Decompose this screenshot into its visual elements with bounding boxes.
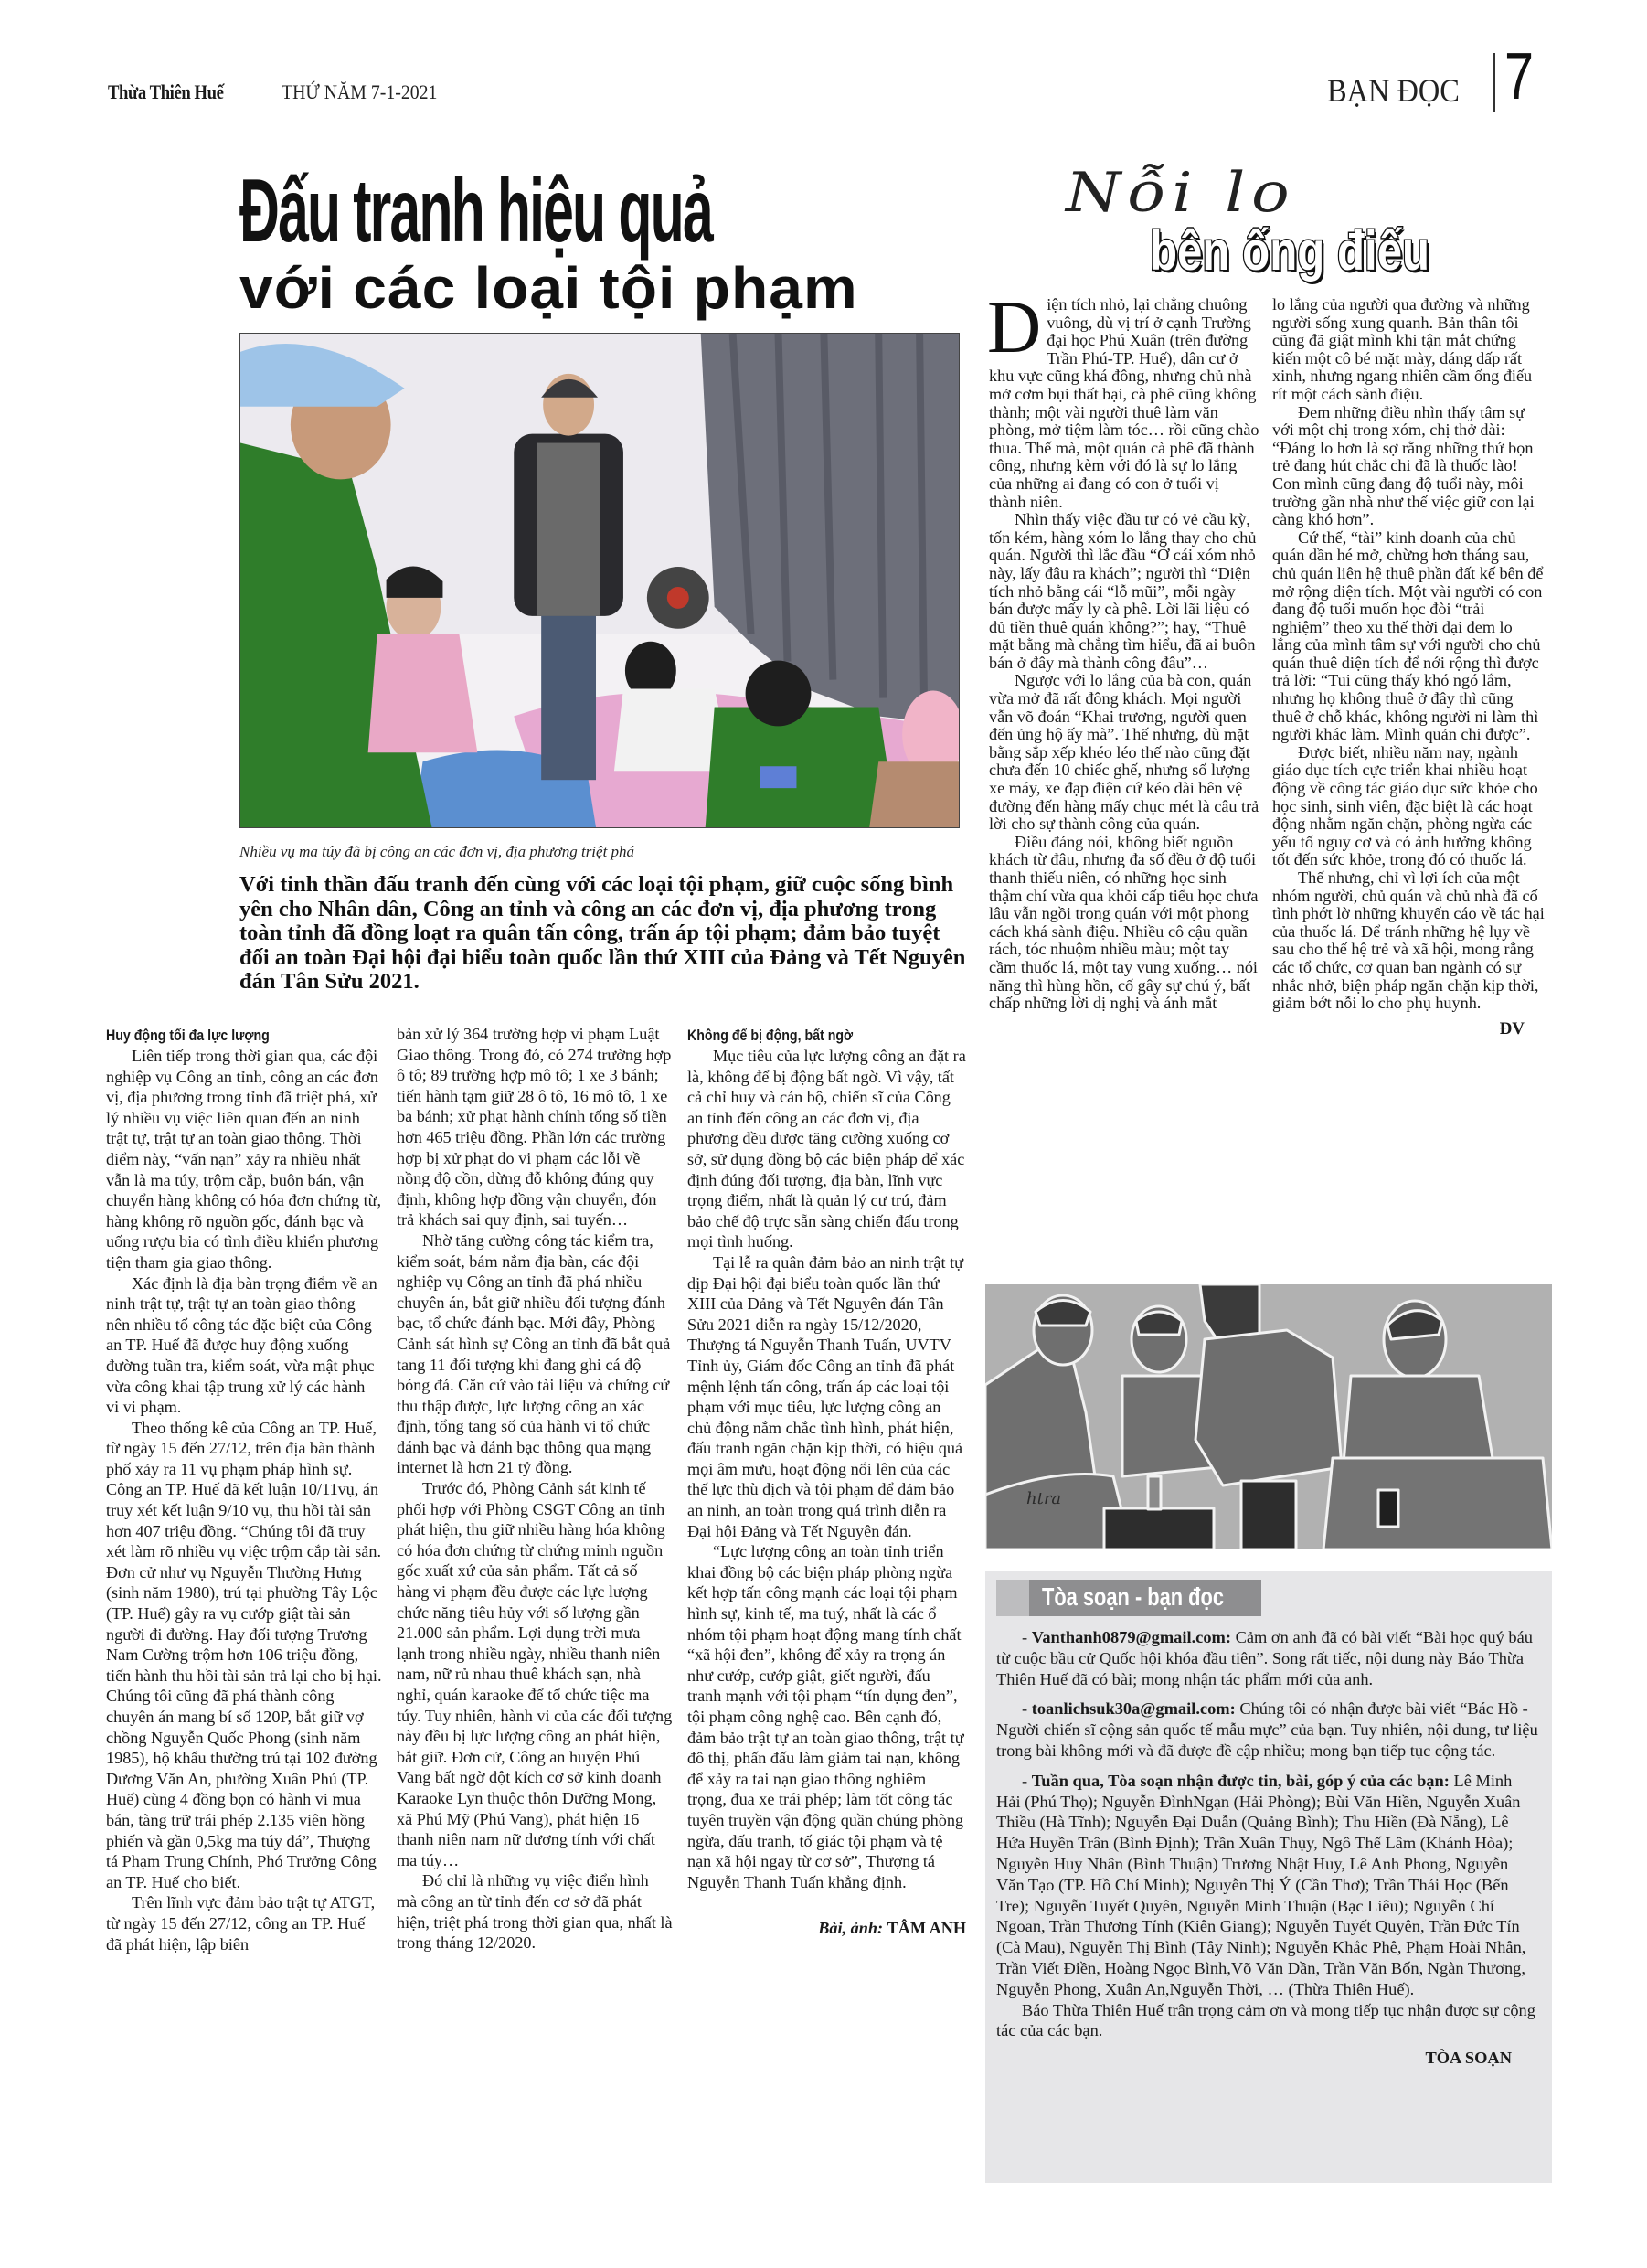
paragraph: Ngược với lo lắng của bà con, quán vừa mở đã rất đông khách. Mọi người vẫn võ đoán “Khai trương, người quen đến ủng hộ ấy mà”. Thế nhưng, dù mặt bằng sắp xếp khéo léo thế nào cũng đặt chưa đến 10 chiếc ghế, nhưng số lượng xe máy, xe đạp điện cứ kéo dài bên vệ đường đến hàng mấy chục mét là câu trả lời cho sự thành công của quán.	[989, 671, 1259, 834]
paragraph: Tại lễ ra quân đảm bảo an ninh trật tự dịp Đại hội đại biểu toàn quốc lần thứ XIII của Đảng và Tết Nguyên đán Tân Sửu 2021 diễn ra ngày 15/12/2020, Thượng tá Nguyễn Thanh Tuấn, UVTV Tỉnh ủy, Giám đốc Công an tỉnh đã phát mệnh lệnh tấn công, trấn áp các loại tội phạm với mục tiêu, lực lượng công an chủ động nắm chắc tình hình, phát hiện, đấu tranh ngăn chặn kịp thời, có hiệu quả mọi âm mưu, hoạt động nổi lên của các thế lực thù địch và tội phạm để đảm bảo an ninh, an toàn trong quá trình diễn ra Đại hội Đảng và Tết Nguyên đán.	[687, 1252, 963, 1540]
paragraph: Thế nhưng, chỉ vì lợi ích của một nhóm người, chủ quán và chủ nhà đã cố tình phớt lờ những khuyến cáo về tác hại của thuốc lá. Để tránh những hệ lụy về sau cho thế hệ trẻ và xã hội, mong rằng các tổ chức, cơ quan ban ngành có sự nhắc nhở, biện pháp ngăn chặn kịp thời, giảm bớt nỗi lo cho phụ huynh.	[1272, 868, 1545, 1013]
reader-box	[985, 1571, 1552, 2183]
paragraph: Liên tiếp trong thời gian qua, các đội nghiệp vụ Công an tỉnh, công an các đơn vị, địa phương trong tỉnh đã triệt phá, xử lý nhiều vụ việc liên quan đến an ninh trật tự, trật tự an toàn giao thông. Thời điểm này, “vấn nạn” xảy ra nhiều nhất vẫn là ma túy, trộm cắp, buôn bán, vận chuyển hàng không có hóa đơn chứng từ, hàng không rõ nguồn gốc, đánh bạc và uống rượu bia có tình điều khiển phương tiện tham gia giao thông.	[106, 1047, 382, 1272]
paragraph: Xác định là địa bàn trọng điểm về an ninh trật tự, trật tự an toàn giao thông nên nhiều tổ công tác đặc biệt của Công an TP. Huế đã được huy động xuống đường tuần tra, kiểm soát, vừa mật phục vừa công khai tập trung xử lý các hành vi vi phạm.	[106, 1273, 377, 1417]
illustration-table	[1104, 1508, 1214, 1549]
article-column-2	[397, 1024, 673, 1954]
paragraph: Theo thống kê của Công an TP. Huế, từ ngày 15 đến 27/12, trên địa bàn thành phố xảy ra 11 vụ phạm pháp hình sự. Công an TP. Huế đã kết luận 10/11vụ, án truy xét kết luận 9/10 vụ, thu hồi tài sản hơn 407 triệu đồng. “Chúng tôi đã truy xét làm rõ nhiều vụ việc trộm cắp tài sản. Đơn cử như vụ Nguyễn Thường Hưng (sinh năm 1980), trú tại phường Tây Lộc (TP. Huế) gây ra vụ cướp giật tài sản người đi đường. Hay đối tượng Trương Nam Cường trộm hơn 106 triệu đồng, tiến hành thu hồi tài sản trả lại cho bị hại. Chúng tôi cũng đã phá thành công chuyên án mang bí số 120P, bắt giữ vợ chồng Nguyễn Quốc Phong (sinh năm 1985), hộ khẩu thường trú tại 102 đường Dương Văn An, phường Xuân Phú (TP. Huế) cùng 4 đồng bọn có hành vi mua bán, tàng trữ trái phép 2.135 viên hồng phiến và gần 0,5kg ma túy đá”, Thượng tá Phạm Trung Chính, Phó Trưởng Công an TP. Huế cho biết.	[106, 1418, 382, 1891]
contributors-intro: Tuần qua, Tòa soạn nhận được tin, bài, góp ý của các bạn:	[1031, 1771, 1450, 1790]
section-name: BẠN ĐỌC	[1327, 72, 1460, 109]
paragraph: Được biết, nhiều năm nay, ngành giáo dục tích cực triển khai nhiều hoạt động về công tác giáo dục sức khỏe cho học sinh, sinh viên, đặc biệt là các hoạt động nhằm ngăn chặn, phòng ngừa các yếu tố nguy cơ và có ảnh hưởng không tốt đến sức khỏe, trong đó có thuốc lá.	[1272, 742, 1538, 869]
article-column-1	[106, 1026, 382, 1954]
paragraph: Cứ thế, “tài” kinh doanh của chủ quán dần hé mở, chừng hơn tháng sau, chủ quán liên hệ thuê phần đất kế bên để mở rộng diện tích. Một vài người có con đang độ tuổi muốn học đòi “trải nghiệm” theo xu thế thời đại đem lo lắng của mình tâm sự với người cho chủ quán thuê diện tích để nới rộng thì được trả lời: “Tui cũng thấy khó ngó lắm, nhưng họ không thuê ở đây thì cũng thuê ở chỗ khác, không người ni làm thì người khác làm. Mình quản chi được”.	[1272, 527, 1544, 744]
side-column-1	[987, 285, 1259, 1013]
reader-email: toanlichsuk30a@gmail.com:	[1031, 1699, 1236, 1719]
page-number: 7	[1504, 40, 1535, 113]
reader-box-signature: TÒA SOẠN	[1425, 2049, 1512, 2068]
photo-fan-hub	[667, 587, 689, 609]
byline-author: TÂM ANH	[887, 1919, 966, 1938]
paragraph: bản xử lý 364 trường hợp vi phạm Luật Giao thông. Trong đó, có 274 trường hợp ô tô; 89 trường hợp mô tô; 1 xe 3 bánh; tiến hành tạm giữ 28 ô tô, 16 mô tô, 1 xe ba bánh; xử phạt hành chính tổng số tiền hơn 465 triệu đồng. Phần lớn các trường hợp bị xử phạt do vi phạm các lỗi về nồng độ cồn, dừng đỗ không đúng quy định, không hợp đồng vận chuyển, đón trả khách sai quy định, sai tuyến…	[397, 1025, 672, 1230]
reader-reply: Chúng tôi có nhận được bài viết “Bác Hồ - Người chiến sĩ cộng sản quốc tế mẫu mực” của bạn. Tuy nhiên, nội dung, tư liệu trong bài không mới và đã được đề cập nhiều; mong bạn tiếp tục cộng tác.	[996, 1699, 1538, 1760]
photo-caption: Nhiều vụ ma túy đã bị công an các đơn vị, địa phương triệt phá	[239, 843, 635, 860]
side-title-outline: bên ống điếu	[1150, 220, 1430, 282]
photo-man-shirt	[537, 443, 600, 616]
photo-officer-right-head	[746, 661, 812, 727]
headline-line-1: Đấu tranh hiệu quả	[239, 160, 712, 261]
photo-right-person	[869, 761, 959, 827]
side-title-script: Nỗi lo	[1066, 161, 1296, 225]
raid-photo	[239, 333, 960, 828]
paragraph: Nhờ tăng cường công tác kiểm tra, kiểm soát, bám nắm địa bàn, các đội nghiệp vụ Công an tỉnh đã phá nhiều chuyên án, bắt giữ nhiều đối tượng đánh bạc, tổ chức đánh bạc. Mới đây, Phòng Cảnh sát hình sự Công an tỉnh đã bắt quả tang 11 đối tượng khi đang ghi cá độ bóng đá. Căn cứ vào tài liệu và chứng cứ thu thập được, lực lượng công an xác định, tổng tang số của hành vi tổ chức đánh bạc và đánh bạc thông qua mạng internet là hơn 21 tỷ đồng.	[397, 1230, 671, 1477]
side-first-paragraph	[987, 285, 1259, 511]
reader-box-title: Tòa soạn - bạn đọc	[1042, 1582, 1225, 1611]
side-column-2	[1272, 296, 1545, 1038]
photo-man-jeans	[541, 616, 596, 780]
first-paragraph-text: iện tích nhỏ, lại chẳng chuông vuông, dù vị trí ở cạnh Trường đại học Phú Xuân (trên đường Trần Phú-TP. Huế), dân cư ở khu vực cũng khá đông, nhưng chủ nhà mở cơm bụi thất bại, cà phê cũng không thành; một vài người thuê làm văn phòng, mở tiệm làm tóc… rồi cũng chào thua. Thế mà, một quán cà phê đã thành công, nhưng kèm với đó là sự lo lắng của những ai đang có con ở tuổi vị thành niên.	[989, 295, 1259, 511]
paragraph: Trước đó, Phòng Cảnh sát kinh tế phối hợp với Phòng CSGT Công an tỉnh phát hiện, thu giữ nhiều hàng hóa không có hóa đơn chứng từ chứng minh nguồn gốc xuất xứ của sản phẩm. Tất cả số hàng vi phạm đều được các lực lượng chức năng tiêu hủy với số lượng gần 21.000 sản phẩm. Lợi dụng trời mưa lạnh trong nhiều ngày, nhiều thanh niên nam, nữ rủ nhau thuê khách sạn, nhà nghỉ, quán karaoke để tổ chức tiệc ma túy. Tuy nhiên, hành vi của các đối tượng này đều bị lực lượng công an phát hiện, bắt giữ. Đơn cử, Công an huyện Phú Vang bất ngờ đột kích cơ sở kinh doanh Karaoke Lyn thuộc thôn Dưỡng Mong, xã Phú Mỹ (Phú Vang), phát hiện 16 thanh niên nam nữ dương tính với chất ma túy…	[397, 1479, 673, 1869]
reader-box-header	[996, 1580, 1261, 1616]
drop-cap: D	[987, 285, 1042, 368]
reader-box-closing: Báo Thừa Thiên Huế trân trọng cảm ơn và mong tiếp tục nhận được sự cộng tác của các bạn.	[996, 2000, 1535, 2040]
paragraph: Trên lĩnh vực đảm bảo trật tự ATGT, từ ngày 15 đến 27/12, công an TP. Huế đã phát hiện, lập biên	[106, 1893, 376, 1954]
subhead-mobilize: Huy động tối đa lực lượng	[106, 1028, 270, 1044]
main-headline	[239, 160, 1002, 321]
reader-box-tab-accent	[996, 1580, 1029, 1616]
figure-3-body	[1195, 1330, 1342, 1485]
article-column-3	[687, 1026, 966, 1939]
headline-line-2: với các loại tội phạm	[239, 255, 858, 321]
photo-phone	[760, 766, 797, 788]
reader-message: - toanlichsuk30a@gmail.com: Chúng tôi có nhận được bài viết “Bác Hồ - Người chiến sĩ cộng sản quốc tế mẫu mực” của bạn. Tuy nhiên, nội dung, tư liệu trong bài không mới và đã được đề cập nhiều; mong bạn tiếp tục cộng tác.	[996, 1699, 1538, 1760]
smoking-illustration	[985, 1284, 1552, 1549]
contributors-names: Lê Minh Hải (Phú Thọ); Nguyễn ĐìnhNgạn (Hải Phòng); Bùi Văn Hiền, Nguyễn Xuân Thiều (Hà Tĩnh); Nguyễn Đại Duẫn (Quảng Bình); Thu Hiền (Đà Nẵng), Lê Hứa Huyền Trân (Bình Định); Trần Xuân Thụy, Ngô Thế Lâm (Khánh Hòa); Nguyễn Huy Nhân (Bình Thuận) Trương Nhật Huy, Lê Anh Phong, Nguyễn Văn Tạo (TP. Hồ Chí Minh); Nguyễn Thị Ý (Cần Thơ); Trần Thái Học (Bến Tre); Nguyễn Tuyết Quyên, Nguyễn Minh Thuận (Bạc Liêu); Nguyễn Chí Ngoan, Trần Thương Tính (Kiên Giang); Nguyễn Tuyết Quyên, Trần Đức Tín (Cà Mau), Nguyễn Thị Bình (Tây Ninh); Nguyễn Khắc Phê, Phạm Hoài Nhân, Trần Viết Điền, Hoàng Ngọc Bình,Võ Văn Dần, Trần Văn Bốn, Ngàn Thương, Nguyễn Phong, Xuân An,Nguyễn Thời, … (Thừa Thiên Huế).	[996, 1771, 1526, 1998]
paragraph: Đó chỉ là những vụ việc điển hình mà công an từ tỉnh đến cơ sở đã phát hiện, triệt phá trong thời gian qua, nhất là trong tháng 12/2020.	[397, 1871, 673, 1953]
illustration-cup	[1241, 1481, 1296, 1549]
reader-message: - Vanthanh0879@gmail.com: Cảm ơn anh đã có bài viết “Bài học quý báu từ cuộc bầu cử Quốc hội khóa đầu tiên”. Song rất tiếc, nội dung này Báo Thừa Thiên Huế đã có bài; mong nhận tác phẩm mới của anh.	[996, 1628, 1533, 1688]
newspaper-name: Thừa Thiên Huế	[108, 80, 224, 103]
reader-email: Vanthanh0879@gmail.com:	[1031, 1628, 1231, 1646]
article-byline	[687, 1918, 966, 1939]
subhead-not-passive: Không để bị động, bất ngờ	[687, 1028, 854, 1044]
paragraph: lo lắng của người qua đường và những người sống xung quanh. Bản thân tôi cũng đã giật mình khi tận mắt chứng kiến một cô bé mặt mày, dáng dấp rất xinh, nhưng ngang nhiên cầm ống điếu rít một cách sành điệu.	[1272, 295, 1533, 403]
pipe-icon	[1148, 1476, 1161, 1509]
reader-reply: Cảm ơn anh đã có bài viết “Bài học quý báu từ cuộc bầu cử Quốc hội khóa đầu tiên”. Song rất tiếc, nội dung này Báo Thừa Thiên Huế đã có bài; mong nhận tác phẩm mới của anh.	[996, 1628, 1533, 1688]
illustration-drawing	[985, 1284, 1552, 1549]
illustration-signature: htra	[1026, 1489, 1062, 1508]
photo-girl-pajamas	[368, 634, 478, 753]
paragraph: Mục tiêu của lực lượng công an đặt ra là, không để bị động bất ngờ. Vì vậy, tất cả chỉ huy và cán bộ, chiến sĩ của Công an tỉnh đến công an các đơn vị, địa phương đều được tăng cường xuống cơ sở, sử dụng đồng bộ các biện pháp để xác định đúng đối tượng, địa bàn, lĩnh vực trọng điểm, nhất là quản lý cư trú, đảm bảo chế độ trực sẵn sàng chiến đấu trong mọi tình huống.	[687, 1047, 966, 1251]
figure-2-hair	[1136, 1312, 1182, 1335]
figure-4-legs	[1323, 1458, 1552, 1549]
paragraph: “Lực lượng công an toàn tỉnh triển khai đồng bộ các biện pháp phòng ngừa kết hợp tấn công mạnh các loại tội phạm hình sự, kinh tế, ma tuý, nhất là các ổ nhóm tội phạm hoạt động mang tính chất “xã hội đen”, không để xảy ra trọng án như cướp, cướp giật, giết người, đấu tranh mạnh với tội phạm “tín dụng đen”, tội phạm công nghệ cao. Bên cạnh đó, đảm bảo trật tự an toàn giao thông, trật tự đô thị, phấn đấu làm giảm tai nạn, không để xảy ra tai nạn giao thông nghiêm trọng, đua xe trái phép; làm tốt công tác tuyên truyền vận động quần chúng phòng ngừa, đấu tranh, tố giác tội phạm và tệ nạn xã hội ngay từ cơ sở”, Thượng tá Nguyễn Thanh Tuấn khẳng định.	[687, 1542, 964, 1891]
paragraph: Đem những điều nhìn thấy tâm sự với một chị trong xóm, chị thở dài: “Đáng lo hơn là sợ rằng những thứ bọn trẻ đang hút chắc chi đã là thuốc lào! Con mình cũng đang độ tuổi này, môi trường gần nhà như thế việc giữ con lại càng khó hơn”.	[1272, 402, 1535, 529]
contributors-list: - Tuần qua, Tòa soạn nhận được tin, bài, góp ý của các bạn: Lê Minh Hải (Phú Thọ); Nguyễn ĐìnhNgạn (Hải Phòng); Bùi Văn Hiền, Nguyễn Xuân Thiều (Hà Tĩnh); Nguyễn Đại Duẫn (Quảng Bình); Thu Hiền (Đà Nẵng), Lê Hứa Huyền Trân (Bình Định); Trần Xuân Thụy, Ngô Thế Lâm (Khánh Hòa); Nguyễn Huy Nhân (Bình Thuận) Trương Nhật Huy, Lê Anh Phong, Nguyễn Văn Tạo (TP. Hồ Chí Minh); Nguyễn Thị Ý (Cần Thơ); Trần Thái Học (Bến Tre); Nguyễn Tuyết Quyên, Nguyễn Minh Thuận (Bạc Liêu); Nguyễn Chí Ngoan, Trần Thương Tính (Kiên Giang); Nguyễn Tuyết Quyên, Trần Đức Tín (Cà Mau), Nguyễn Thị Bình (Tây Ninh); Nguyễn Khắc Phê, Phạm Hoài Nhân, Trần Viết Điền, Hoàng Ngọc Bình,Võ Văn Dần, Trần Văn Bốn, Ngàn Thương, Nguyễn Phong, Xuân An,Nguyễn Thời, … (Thừa Thiên Huế).	[996, 1771, 1526, 1998]
header-divider	[1493, 53, 1495, 112]
article-lead: Với tinh thần đấu tranh đến cùng với các loại tội phạm, giữ cuộc sống bình yên cho Nhân dân, Công an tỉnh và công an các đơn vị, địa phương trong toàn tỉnh đã đồng loạt ra quân tấn công, trấn áp tội phạm; đảm bảo tuyệt đối an toàn Đại hội đại biểu toàn quốc lần thứ XIII của Đảng và Tết Nguyên đán Tân Sửu 2021.	[239, 872, 966, 994]
side-signature: ĐV	[1499, 1018, 1525, 1038]
photo-officer-right	[706, 707, 897, 827]
photo-scene	[240, 334, 959, 827]
illustration-bottle	[1378, 1490, 1398, 1527]
issue-date: THỨ NĂM 7-1-2021	[282, 80, 438, 103]
byline-label: Bài, ảnh:	[818, 1919, 884, 1938]
paragraph: Điều đáng nói, không biết nguồn khách từ đâu, nhưng đa số đều ở độ tuổi thanh thiếu niên, có những học sinh thậm chí vừa qua khỏi cấp tiểu học chưa lâu vẫn ngồi trong quán với một phong cách khá sành điệu. Nhiều cô cậu quần rách, tóc nhuộm nhiều màu; một tay cầm thuốc lá, một tay vung xuống… nói năng thì hùng hồn, cố gây sự chú ý, bất chấp những lời dị nghị và ánh mắt	[989, 832, 1259, 1013]
paragraph: Nhìn thấy việc đầu tư có vẻ cầu kỳ, tốn kém, hàng xóm lo lắng thay cho chủ quán. Người thì lắc đầu “Ở cái xóm nhỏ này, lấy đâu ra khách”; người thì “Diện tích nhỏ bằng cái “lỗ mũi”, mỗi ngày bán được mấy ly cà phê. Lời lãi liệu có đủ tiền thuê quán không?”; hay, “Thuê mặt bằng mà chẳng tìm hiểu, đã ai buôn bán ở đây mà thành công đâu”…	[989, 510, 1257, 672]
